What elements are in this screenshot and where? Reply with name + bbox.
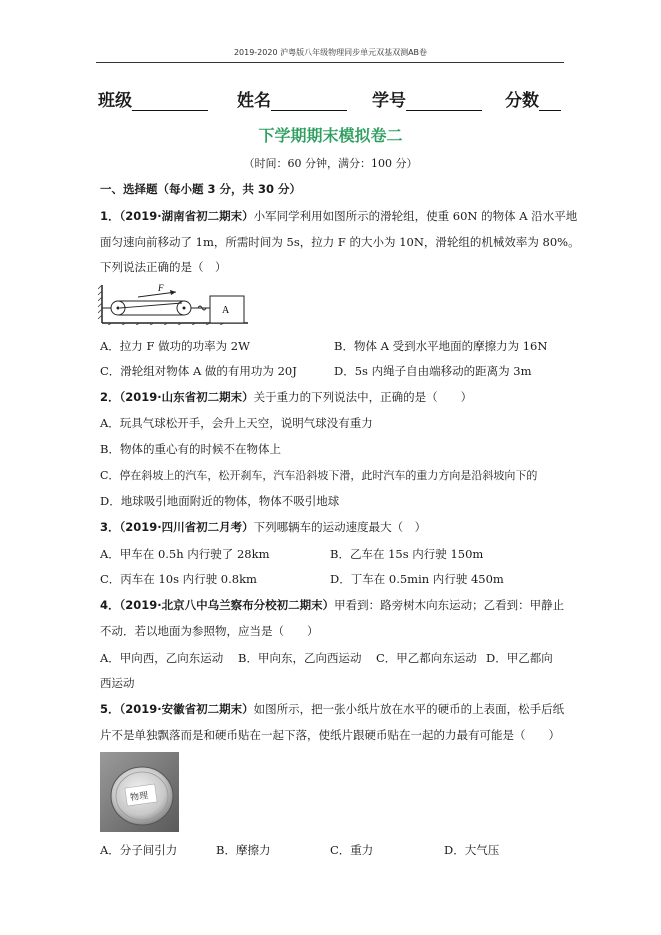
q3-option-d: D．丁车在 0.5min 内行驶 450m xyxy=(330,572,504,586)
q4-source: （2019·北京八中乌兰察布分校初二期末） xyxy=(119,598,335,612)
q5-number: 5． xyxy=(100,702,120,716)
q1-line1 xyxy=(100,208,577,224)
id-blank xyxy=(406,94,482,111)
class-blank xyxy=(132,94,208,111)
q4-number: 4． xyxy=(100,598,120,612)
exam-title: 下学期期末模拟卷二 xyxy=(258,126,403,145)
q2-option-d: D．地球吸引地面附近的物体，物体不吸引地球 xyxy=(100,494,340,508)
q1-line3: 下列说法正确的是（ ） xyxy=(100,260,227,274)
running-header: 2019-2020 沪粤版八年级物理同步单元双基双测AB卷 xyxy=(233,48,428,57)
name-blank xyxy=(271,94,347,111)
q1-number: 1． xyxy=(100,209,120,223)
q2-option-c: C．停在斜坡上的汽车，松开刹车，汽车沿斜坡下滑，此时汽车的重力方向是沿斜坡向下的 xyxy=(100,469,538,482)
q4-text1: 甲看到：路旁树木向东运动；乙看到：甲静止 xyxy=(334,598,565,612)
q4-line2: 不动．若以地面为参照物，应当是（ ） xyxy=(100,624,319,638)
q1-option-d: D．5s 内绳子自由端移动的距离为 3m xyxy=(334,364,532,378)
force-arrowhead xyxy=(170,290,176,295)
q3-option-b: B．乙车在 15s 内行驶 150m xyxy=(330,547,484,561)
q1-source: （2019·湖南省初二期末） xyxy=(119,209,254,223)
id-field xyxy=(372,86,482,111)
pulley-figure xyxy=(98,283,250,325)
q1-text1: 小军同学利用如图所示的滑轮组，使重 60N 的物体 A 沿水平地 xyxy=(253,209,578,223)
id-label: 学号 xyxy=(372,91,406,111)
q5-line1 xyxy=(100,701,564,717)
q5-line2: 片不是单独飘落而是和硬币贴在一起下落，使纸片跟硬币贴在一起的力最有可能是（ ） xyxy=(100,728,560,742)
q4-option-b: B．甲向东，乙向西运动 xyxy=(238,651,362,665)
q2-number: 2． xyxy=(100,390,120,404)
coin-photo xyxy=(100,752,179,832)
q1-option-c: C．滑轮组对物体 A 做的有用功为 20J xyxy=(100,364,297,378)
q4-option-a: A．甲向西，乙向东运动 xyxy=(100,651,224,665)
score-blank xyxy=(539,94,561,111)
q5-option-c: C．重力 xyxy=(330,843,374,857)
score-field xyxy=(505,86,561,111)
class-label: 班级 xyxy=(98,91,132,111)
name-field xyxy=(237,86,347,111)
force-label: F xyxy=(158,283,164,293)
name-label: 姓名 xyxy=(237,91,271,111)
q1-option-b: B．物体 A 受到水平地面的摩擦力为 16N xyxy=(334,339,548,353)
q2-source: （2019·山东省初二期末） xyxy=(119,390,254,404)
class-field xyxy=(98,86,208,111)
q2-stem xyxy=(100,389,472,405)
moving-pulley-hub xyxy=(183,307,186,310)
q3-option-a: A．甲车在 0.5h 内行驶了 28km xyxy=(100,547,270,561)
q3-text: 下列哪辆车的运动速度最大（ ） xyxy=(253,520,427,534)
q3-number: 3． xyxy=(100,520,120,534)
score-label: 分数 xyxy=(505,91,539,111)
q3-stem xyxy=(100,519,426,535)
fixed-pulley-hub xyxy=(117,307,120,310)
q4-option-d: D．甲乙都向 xyxy=(486,651,553,665)
q3-option-c: C．丙车在 10s 内行驶 0.8km xyxy=(100,572,257,586)
q4-option-d-cont: 西运动 xyxy=(100,676,135,690)
force-arrow xyxy=(138,292,176,297)
q5-option-b: B．摩擦力 xyxy=(216,843,271,857)
q5-text1: 如图所示，把一张小纸片放在水平的硬币的上表面，松手后纸 xyxy=(253,702,565,716)
paper-text: 物理 xyxy=(129,791,149,804)
q5-option-d: D．大气压 xyxy=(444,843,500,857)
q1-option-a: A．拉力 F 做功的功率为 2W xyxy=(100,339,250,353)
q2-text: 关于重力的下列说法中，正确的是（ ） xyxy=(253,390,473,404)
header-rule xyxy=(96,62,564,63)
exam-subtitle: （时间：60 分钟，满分：100 分） xyxy=(243,157,418,170)
section-heading: 一、选择题（每小题 3 分，共 30 分） xyxy=(100,182,302,196)
q3-source: （2019·四川省初二月考） xyxy=(119,520,254,534)
q1-line2: 面匀速向前移动了 1m，所需时间为 5s，拉力 F 的大小为 10N，滑轮组的机械效率为 80%。 xyxy=(100,235,580,249)
q2-option-b: B．物体的重心有的时候不在物体上 xyxy=(100,442,281,456)
q2-option-a: A．玩具气球松开手，会升上天空，说明气球没有重力 xyxy=(100,416,373,430)
q4-option-c: C．甲乙都向东运动 xyxy=(376,651,477,665)
q4-line1 xyxy=(100,597,564,613)
q5-option-a: A．分子间引力 xyxy=(100,843,178,857)
q5-source: （2019·安徽省初二期末） xyxy=(119,702,254,716)
block-a-label: A xyxy=(222,305,230,316)
rope-middle xyxy=(120,303,182,308)
